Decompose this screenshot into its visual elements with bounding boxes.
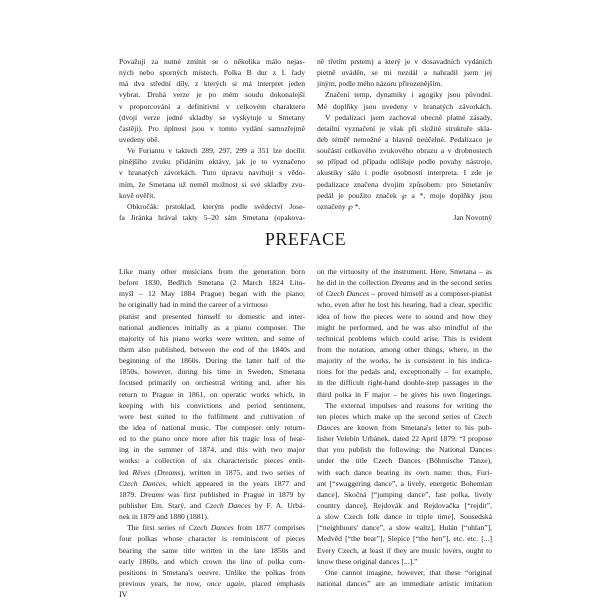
author-signature: Jan Novotný bbox=[453, 213, 492, 222]
text-line: plnějšího zvuku přidáním oktávy, jak je to vyznačeno bbox=[119, 157, 305, 167]
text-segment: – proved himself as a composer-pianist bbox=[369, 289, 492, 299]
text-line bbox=[119, 467, 305, 478]
text-line: pedalizace značena dvojím způsobem: pro Smetanův bbox=[317, 179, 492, 189]
text-line: častěji). Pro úplnost jsou v tomto vydání samozřejmě bbox=[119, 123, 305, 133]
text-line: pianist and presented himself to domestic and inter- bbox=[119, 311, 305, 321]
text-segment: of bbox=[317, 289, 326, 299]
text-line: mím, že Smetana už neměl možnost si své skladby zvu- bbox=[119, 179, 305, 189]
preface-heading: PREFACE bbox=[264, 229, 347, 249]
text-line bbox=[119, 478, 305, 489]
page-number: IV bbox=[119, 590, 128, 599]
italic-title-text: Dreams bbox=[391, 278, 416, 288]
text-line: deb téměř nemožné a hlavně neúčelné. Pedalizace je bbox=[317, 134, 492, 144]
text-line: (dvojí verze jedné skladby se vyskytuje u Smetany bbox=[119, 112, 305, 122]
text-line: v proporcování a definitivní v celkovém charakteru bbox=[119, 101, 305, 111]
text-line: Mé doplňky jsou uvedeny v hranatých závorkách. bbox=[317, 101, 492, 111]
text-line: má dva střední díly, z kterých si má interpret jeden bbox=[119, 79, 305, 89]
text-line: [“neighbours' dance”, a slow waltz], Hulán [“uhlan”], bbox=[317, 523, 492, 533]
text-line: four polkas whose character is reminiscent of pieces bbox=[119, 534, 305, 544]
text-line: pedál je použito značek ℘ a *, moje doplňky jsou bbox=[317, 190, 492, 200]
text-segment: was first published in Prague in 1879 by bbox=[163, 489, 305, 499]
text-line: pietně uváděn, se mi nezdál a nahradil jsem jej bbox=[317, 68, 492, 78]
paragraph bbox=[317, 89, 492, 111]
czech-note-right-column bbox=[317, 56, 492, 212]
italic-title-text: Dreams bbox=[140, 489, 164, 499]
text-segment: by F. A. Urbá- bbox=[250, 500, 306, 510]
italic-title-text: Czech Dances bbox=[119, 478, 166, 488]
text-line: detailní vyznačení je však při složité struktuře skla- bbox=[317, 123, 492, 133]
text-line: majority of his piano works were written, and some of bbox=[119, 333, 305, 343]
text-line bbox=[119, 522, 305, 533]
text-line: Every Czech, at least if they are music lovers, ought to bbox=[317, 545, 492, 555]
text-segment: 1879. bbox=[119, 489, 141, 499]
paragraph bbox=[317, 266, 492, 400]
text-line: bearing the same title written in the late 1850s and bbox=[119, 545, 305, 555]
text-line: Obkročák: prstoklad, kterým podle svědectví Jose- bbox=[127, 201, 305, 211]
text-line bbox=[119, 578, 305, 589]
text-segment: , which appeared in the years 1877 and bbox=[165, 478, 305, 488]
text-line: vybrat. Druhá verze je po mém soudu dokonalejší bbox=[119, 90, 305, 100]
text-line: might be performed, and he was also mindful of the bbox=[317, 322, 492, 332]
text-line: akustiky sálu i podle osobnosti interpreta. I zde je bbox=[317, 168, 492, 178]
text-line bbox=[317, 277, 492, 288]
text-line: country dance], Rejdovák and Rejdovačka [“rejdit”, bbox=[317, 500, 492, 510]
text-line: national dances” are an immediate artistic imitation bbox=[317, 578, 492, 588]
text-line: positions in Smetana's oeuvre. Unlike the polkas from bbox=[119, 567, 305, 577]
text-line: with each dance bearing its own name: thus, Furi- bbox=[317, 467, 492, 477]
text-line: dance], Skočná [“jumping dance”, fast polka, lively bbox=[317, 489, 492, 499]
text-segment: ), written in 1875, and two series of bbox=[180, 467, 305, 477]
text-line: V pedalizaci jsem zachoval obecně platné zásady, bbox=[325, 112, 492, 122]
text-line: Like many other musicians from the generation born bbox=[119, 267, 305, 276]
text-segment: ( bbox=[150, 467, 157, 477]
preface-right-column bbox=[317, 266, 492, 589]
czech-note-left-column bbox=[119, 56, 305, 223]
text-segment: led bbox=[119, 467, 133, 477]
text-line: before 1830, Bedřich Smetana (2 March 1824 Lito- bbox=[119, 278, 305, 288]
text-line bbox=[119, 500, 305, 511]
text-line: se případ od případu odlišuje podle povahy nástroje, bbox=[317, 157, 492, 167]
preface-left-column bbox=[119, 266, 305, 589]
text-line: works: a collection of six characteristic pieces entit- bbox=[119, 456, 305, 466]
text-line: ných nebo sporných místech. Polka B dur z I. řady bbox=[119, 68, 305, 78]
text-line: kově ověřit. bbox=[119, 190, 156, 200]
italic-title-text: once again bbox=[206, 578, 244, 588]
text-segment: , placed emphasis bbox=[243, 578, 305, 588]
text-line: myšl – 12 May 1884 Prague) began with the piano; bbox=[119, 289, 305, 299]
text-line: a slow Czech folk dance in triple time], Sousedská bbox=[317, 512, 492, 522]
text-line: jiným, podle mého názoru přirozenějším. bbox=[317, 79, 443, 89]
text-line: označeny ℘ *. bbox=[317, 201, 361, 211]
italic-title-text: Czech Dances bbox=[188, 523, 234, 533]
paragraph bbox=[119, 201, 305, 223]
text-line: Považuji za nutné zmínit se o několika málo nejas- bbox=[119, 57, 305, 66]
italic-title-text: Dances bbox=[317, 422, 340, 432]
paragraph bbox=[317, 400, 492, 567]
text-line: return to Prague in 1861, on operatic works which, in bbox=[119, 389, 305, 399]
text-line: fa Jiránka hrával takty 5–20 sám Smetana (opakova- bbox=[119, 212, 305, 222]
text-line: 1850s, however, during his time in Sweden, Smetana bbox=[119, 367, 305, 377]
text-segment: The first series of bbox=[127, 523, 189, 533]
italic-title-text: Dreams bbox=[156, 467, 181, 477]
text-segment: he did in the collection bbox=[317, 278, 392, 288]
text-line: nek in 1879 and 1880 (1881). bbox=[119, 512, 209, 522]
text-line bbox=[317, 288, 492, 299]
paragraph bbox=[317, 56, 492, 89]
text-line: national audiences initially as a piano composer. The bbox=[119, 322, 305, 332]
text-line bbox=[317, 422, 492, 433]
text-line: ně třetím prstem) a který je v dosavadních vydáních bbox=[317, 57, 492, 66]
text-line: ing in the summer of 1874, and this with two major bbox=[119, 445, 305, 455]
paragraph bbox=[317, 567, 492, 589]
text-line: ed to the piano once more after his tragic loss of hear- bbox=[119, 434, 305, 444]
paragraph bbox=[119, 522, 305, 589]
text-line bbox=[317, 411, 492, 422]
text-line bbox=[119, 489, 305, 500]
text-line: in the difficult right-hand double-step passages in the bbox=[317, 378, 492, 388]
text-segment: are known from Smetana's letter to his pub- bbox=[339, 422, 492, 432]
text-line: The external impulses and reasons for writing the bbox=[325, 400, 492, 410]
italic-title-text: Czech bbox=[473, 411, 492, 421]
text-line: he originally had in mind the career of a virtuoso bbox=[119, 300, 268, 310]
text-line: One cannot imagine, however, that these “original bbox=[325, 567, 492, 577]
text-line: Medvěd [“the bear”], Slepice [“the hen”], etc. etc. [...] bbox=[317, 534, 492, 544]
text-line: Ve Furiantu v taktech 289, 297, 299 a 351 lze docílit bbox=[127, 146, 305, 156]
italic-title-text: Czech Dances bbox=[205, 500, 251, 510]
text-line: them also published, between the end of the 1840s and bbox=[119, 344, 305, 354]
text-line: the idea of national music. The composer only return- bbox=[119, 422, 305, 432]
text-line: know these original dances [...].” bbox=[317, 556, 418, 566]
text-line: součástí celkového zvukového obrazu a v drobnostech bbox=[317, 146, 492, 156]
paragraph bbox=[119, 145, 305, 201]
text-line: idea of how the pieces were to sound and how they bbox=[317, 311, 492, 321]
text-line: tions for the pedals and, exceptionally – for example, bbox=[317, 367, 492, 377]
italic-title-text: Rêves bbox=[132, 467, 151, 477]
text-line: under the title Czech Dances (Böhmische Tänze), bbox=[317, 456, 492, 466]
text-line: were best suited to the fulfilment and cultivation of bbox=[119, 411, 305, 421]
text-line: who, even after he lost his hearing, had a clear, specific bbox=[317, 300, 492, 310]
text-line: majority of the works, he is consistent in his indica- bbox=[317, 356, 492, 366]
text-segment: publisher Em. Starý, and bbox=[119, 500, 206, 510]
text-line: keeping with his convictions and period sentiment, bbox=[119, 400, 305, 410]
text-segment: ten pieces which make up the second series of bbox=[317, 411, 474, 421]
text-line: from the notation, among other things, where, in the bbox=[317, 344, 492, 354]
text-line: that you publish the following: the National Dances bbox=[317, 445, 492, 455]
text-line: early 1860s, and which crown the line of polka com- bbox=[119, 556, 305, 566]
text-line: on the virtuosity of the instrument. Here, Smetana – as bbox=[317, 267, 492, 276]
text-line: ant [“swaggering dance”, a lively, energetic Bohemian bbox=[317, 478, 492, 488]
paragraph bbox=[119, 266, 305, 522]
text-line: v hranatých závorkách. Tuto úpravu navrhuji s vědo- bbox=[119, 168, 305, 178]
italic-title-text: Czech Dances bbox=[325, 289, 370, 299]
text-line: beginning of the 1860s. During the latter half of the bbox=[119, 356, 305, 366]
text-line: technical problems which could arise. This is evident bbox=[317, 333, 492, 343]
text-line: lisher Velebín Urbánek, dated 22 April 1879: “I propose bbox=[317, 434, 492, 444]
text-line: uvedeny obě. bbox=[119, 134, 160, 144]
text-segment: previous years, he now, bbox=[119, 578, 207, 588]
text-line: Značení temp, dynamiky i agogiky jsou původní. bbox=[325, 90, 492, 100]
paragraph bbox=[119, 56, 305, 145]
text-segment: from 1877 comprises bbox=[233, 523, 306, 533]
paragraph bbox=[317, 112, 492, 212]
text-segment: and in the second series bbox=[415, 278, 492, 288]
text-line: third polka in F major – he gives his own fingerings. bbox=[317, 389, 492, 399]
text-line: focused primarily on orchestral writing and, after his bbox=[119, 378, 305, 388]
